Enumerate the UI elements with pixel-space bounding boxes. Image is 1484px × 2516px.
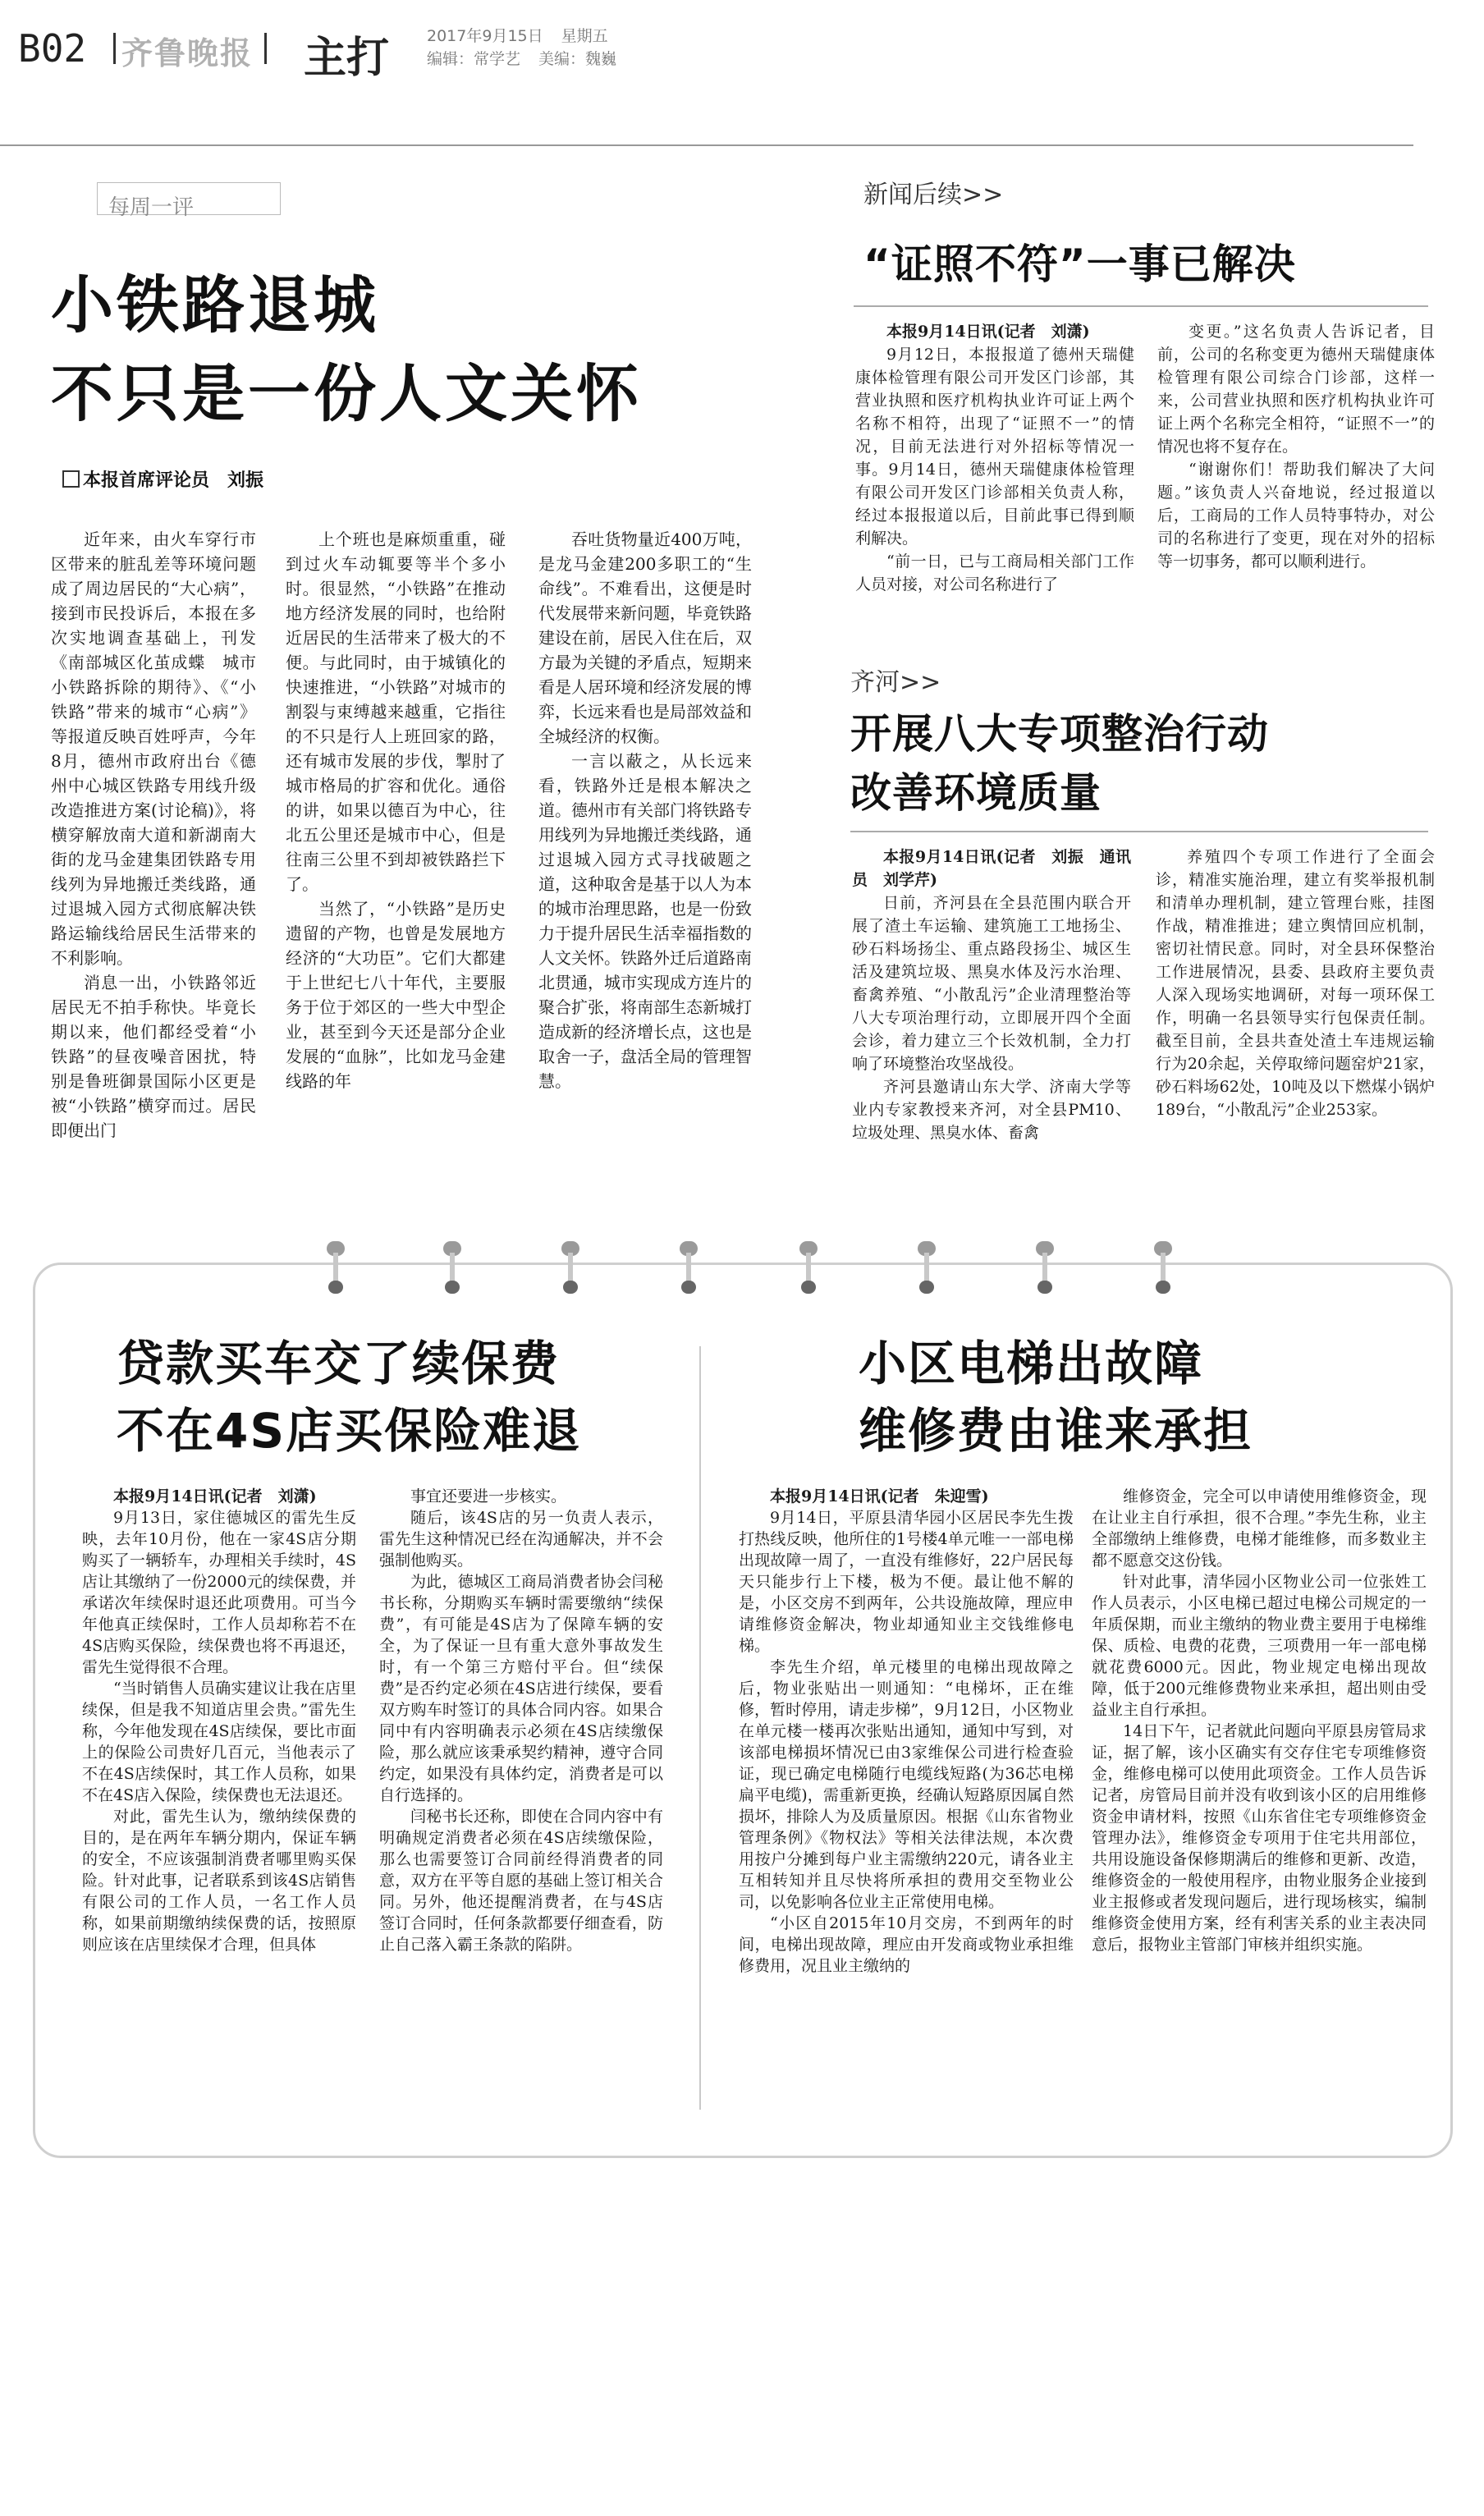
paragraph: 针对此事，清华园小区物业公司一位张姓工作人员表示，小区电梯已超过电梯公司规定的一年质保期，而业主缴纳的物业费主要用于电梯维保、质检、电费的花费，三项费用一年一部电梯就花费6000元。因此，物业规定电梯出现故障，低于200元维修费物业来承担，超出则由受益业主自行承担。 <box>1092 1573 1427 1719</box>
headline-line: 小铁路退城 <box>51 268 379 341</box>
paragraph: 维修资金，完全可以申请使用维修资金，现在让业主自行承担，很不合理。”李先生称，业主全部缴纳上维修费，电梯才能维修，而多数业主都不愿意交这份钱。 <box>1092 1487 1427 1570</box>
paragraph: 随后，该4S店的另一负责人表示，雷先生这种情况已经在沟通解决，并不会强制他购买。 <box>379 1509 663 1570</box>
paragraph: 近年来，由火车穿行市区带来的脏乱差等环境问题成了周边居民的“大心病”，接到市民投诉后，本报在多次实地调查基础上，刊发《南部城区化茧成蝶 城市小铁路拆除的期待》、《“小铁路”带来的城市“心病”》等报道反映百姓呼声，今年8月，德州市政府出台《德州中心城区铁路专用线升级改造推进方案(讨论稿)》，将横穿解放南大道和新湖南大街的龙马金建集团铁路专用线列为异地搬迁类线路，通过退城入园方式彻底解决铁路运输线给居民生活带来的不利影响。 <box>51 529 256 968</box>
square-icon <box>62 470 80 488</box>
binder-ring-icon <box>799 1241 818 1295</box>
paragraph: “谢谢你们！帮助我们解决了大问题。”该负责人兴奋地说，经过报道以后，工商局的工作人员特事特办，对公司的名称进行了变更，现在对外的招标等一切事务，都可以顺利进行。 <box>1157 461 1435 571</box>
headline-line: 贷款买车交了续保费 <box>117 1336 561 1391</box>
news1-rule <box>854 305 1428 307</box>
paragraph: 一言以蔽之，从长远来看，铁路外迁是根本解决之道。德州市有关部门将铁路专用线列为异地搬迁类线路，通过退城入园方式寻找破题之道，这种取舍是基于以人为本的城市治理思路，也是一份致力于提升居民生活幸福指数的人文关怀。铁路外迁后道路南北贯通，城市实现成方连片的聚合扩张，将南部生态新城打造成新的经济增长点，这也是取舍一子，盘活全局的管理智慧。 <box>538 751 752 1091</box>
news-lead: 本报9月14日讯(记者 刘潇) <box>113 1487 317 1505</box>
story4-column-2 <box>1092 1486 1427 1955</box>
story3-headline <box>117 1330 581 1464</box>
binder-ring-icon <box>327 1241 345 1295</box>
paragraph: 9月13日，家住德城区的雷先生反映，去年10月份，他在一家4S店分期购买了一辆轿车，办理相关手续时，4S店让其缴纳了一份2000元的续保费，并承诺次年续保时退还此项费用。可当今年他真正续保时，工作人员却称若不在4S店购买保险，续保费也将不再退还，雷先生觉得很不合理。 <box>82 1509 356 1676</box>
header-rule <box>0 144 1413 146</box>
news1-column-2 <box>1157 320 1435 573</box>
issue-weekday: 星期五 <box>561 27 608 45</box>
paragraph: 为此，德城区工商局消费者协会闫秘书长称，分期购买车辆时需要缴纳“续保费”，有可能是4S店为了保障车辆的安全，为了保证一旦有重大意外事故发生时，有一个第三方赔付平台。但“续保费”是否约定必须在4S店进行续保，要看双方购车时签订的具体合同内容。如果合同中有内容明确表示必须在4S店续缴保险，那么就应该秉承契约精神，遵守合同约定，如果没有具体约定，消费者是可以自行选择的。 <box>379 1573 663 1804</box>
paragraph: 齐河县邀请山东大学、济南大学等业内专家教授来齐河，对全县PM10、垃圾处理、黑臭水体、畜禽 <box>852 1078 1131 1142</box>
header-divider <box>264 33 267 64</box>
headline-line: 开展八大专项整治行动 <box>850 710 1269 758</box>
news2-headline <box>850 704 1269 823</box>
commentary-column-1 <box>51 527 256 1143</box>
headline-line: 不在4S店买保险难退 <box>117 1403 582 1459</box>
column-tag: 每周一评 <box>108 195 195 220</box>
news1-headline: “证照不符”一事已解决 <box>863 241 1296 288</box>
paragraph: 9月14日，平原县清华园小区居民李先生拨打热线反映，他所住的1号楼4单元唯一一部电梯出现故障一周了，一直没有维修好，22户居民每天只能步行上下楼，极为不便。最让他不解的是，小区交房不到两年，公共设施故障，理应申请维修资金解决，物业却通知业主交钱维修电梯。 <box>739 1509 1074 1655</box>
news1-column-1 <box>855 320 1134 596</box>
binder-ring-icon <box>1036 1241 1054 1295</box>
headline-line: 维修费由谁来承担 <box>859 1403 1253 1459</box>
commentary-column-2 <box>286 527 506 1093</box>
header-divider <box>113 33 116 64</box>
editor-credit: 编辑：常学艺 <box>427 50 521 68</box>
commentary-column-3 <box>538 527 752 1093</box>
news-lead: 本报9月14日讯(记者 刘潇) <box>886 323 1090 341</box>
paragraph: 吞吐货物量近400万吨，是龙马金建200多职工的“生命线”。不难看出，这便是时代发展带来新问题，毕竟铁路建设在前，居民入住在后，双方最为关键的矛盾点，短期来看是人居环境和经济发展的博弈，长远来看也是局部效益和全城经济的权衡。 <box>538 529 752 746</box>
paragraph: 消息一出，小铁路邻近居民无不拍手称快。毕竟长期以来，他们都经受着“小铁路”的昼夜噪音困扰，特别是鲁班御景国际小区更是被“小铁路”横穿而过。居民即便出门 <box>51 973 256 1140</box>
paragraph: 养殖四个专项工作进行了全面会诊，精准实施治理，建立有奖举报机制和清单办理机制，建立管理台账，挂图作战，精准推进；建立舆情回应机制，密切社情民意。同时，对全县环保整治工作进展情况，县委、县政府主要负责人深入现场实地调研，对每一项环保工作，明确一名县领导实行包保责任制。截至目前，全县共查处渣土车违规运输行为20余起，关停取缔问题窑炉21家，砂石料场62处，10吨及以下燃煤小锅炉189台，“小散乱污”企业253家。 <box>1156 848 1435 1119</box>
headline-line: 改善环境质量 <box>850 769 1102 817</box>
news1-kicker: 新闻后续>> <box>863 181 1004 209</box>
commentary-headline <box>51 261 642 438</box>
news-lead: 本报9月14日讯(记者 刘振 通讯员 刘学芹) <box>852 848 1131 889</box>
story3-column-1 <box>82 1486 356 1955</box>
story4-headline <box>859 1330 1253 1464</box>
paragraph: 事宜还要进一步核实。 <box>410 1487 567 1505</box>
binder-ring-icon <box>561 1241 579 1295</box>
paragraph: “当时销售人员确实建议让我在店里续保，但是我不知道店里会贵。”雷先生称，今年他发现在4S店续保，要比市面上的保险公司贵好几百元，当他表示了不在4S店续保时，其工作人员称，如果不在4S店入保险，续保费也无法退还。 <box>82 1680 356 1804</box>
story3-column-2 <box>379 1486 663 1955</box>
section-title: 主打 <box>304 33 390 83</box>
paragraph: 上个班也是麻烦重重，碰到过火车动辄要等半个多小时。很显然，“小铁路”在推动地方经济发展的同时，也给附近居民的生活带来了极大的不便。与此同时，由于城镇化的快速推进，“小铁路”对城市的割裂与束缚越来越重，它指往的不只是行人上班回家的路，还有城市发展的步伐，掣肘了城市格局的扩容和优化。通俗的讲，如果以德百为中心，往北五公里还是城市中心，但是往南三公里不到却被铁路拦下了。 <box>286 529 506 894</box>
binder-ring-icon <box>680 1241 698 1295</box>
paragraph: 9月12日，本报报道了德州天瑞健康体检管理有限公司开发区门诊部，其营业执照和医疗机构执业许可证上两个名称不相符，出现了“证照不一”的情况，目前无法进行对外招标等情况一事。9月14日，德州天瑞健康体检管理有限公司开发区门诊部相关负责人称，经过本报报道以后，目前此事已得到顺利解决。 <box>855 346 1134 548</box>
paragraph: “小区自2015年10月交房，不到两年的时间，电梯出现故障，理应由开发商或物业承担维修费用，况且业主缴纳的 <box>739 1914 1074 1975</box>
paragraph: 当然了，“小铁路”是历史遗留的产物，也曾是发展地方经济的“大功臣”。它们大都建于上世纪七八十年代，主要服务于位于郊区的一些大中型企业，甚至到今天还是部分企业发展的“血脉”，比如龙马金建线路的年 <box>286 899 506 1091</box>
story4-column-1 <box>739 1486 1074 1977</box>
designer-credit: 美编：魏巍 <box>538 50 617 68</box>
column-divider <box>699 1346 701 2110</box>
headline-line: 不只是一份人文关怀 <box>51 357 642 430</box>
paper-logo: 齐鲁晚报 <box>121 34 254 71</box>
news2-column-2 <box>1156 846 1435 1121</box>
page-number: B02 <box>18 26 87 71</box>
paragraph <box>852 846 1131 891</box>
paragraph <box>855 320 1134 343</box>
paragraph: 李先生介绍，单元楼里的电梯出现故障之后，物业张贴出一则通知：“电梯坏，正在维修，暂时停用，请走步梯”，9月12日，小区物业在单元楼一楼再次张贴出通知，通知中写到，对该部电梯损坏情况已由3家维保公司进行检查验证，现已确定电梯随行电缆线短路(为36芯电梯扁平电缆)，需重新更换，经确认短路原因属自然损坏，排除人为及质量原因。根据《山东省物业管理条例》《物权法》等相关法律法规，本次费用按户分摊到每户业主需缴纳220元，请各业主互相转知并且尽快将所承担的费用交至物业公司，以免影响各位业主正常使用电梯。 <box>739 1658 1074 1911</box>
issue-date: 2017年9月15日 <box>427 27 543 45</box>
paragraph: “前一日，已与工商局相关部门工作人员对接，对公司名称进行了 <box>855 552 1134 593</box>
binder-ring-icon <box>443 1241 461 1295</box>
byline-text: 本报首席评论员 刘振 <box>83 470 264 491</box>
paragraph: 闫秘书长还称，即使在合同内容中有明确规定消费者必须在4S店续缴保险，那么也需要签订合同前经得消费者的同意，双方在平等自愿的基础上签订相关合同。另外，他还提醒消费者，在与4S店签订合同时，任何条款都要仔细查看，防止自己落入霸王条款的陷阱。 <box>379 1808 663 1954</box>
binder-ring-icon <box>918 1241 936 1295</box>
binder-ring-icon <box>1154 1241 1172 1295</box>
paragraph: 对此，雷先生认为，缴纳续保费的目的，是在两年车辆分期内，保证车辆的安全，不应该强制消费者哪里购买保险。针对此事，记者联系到该4S店销售有限公司的工作人员，一名工作人员称，如果前期缴纳续保费的话，按照原则应该在店里续保才合理，但具体 <box>82 1808 356 1954</box>
commentary-byline <box>62 466 263 492</box>
news-lead: 本报9月14日讯(记者 朱迎雪) <box>770 1487 989 1505</box>
news2-rule <box>850 831 1428 832</box>
headline-line: 小区电梯出故障 <box>859 1336 1204 1391</box>
news2-kicker: 齐河>> <box>850 668 941 697</box>
paragraph: 日前，齐河县在全县范围内联合开展了渣土车运输、建筑施工工地扬尘、砂石料场扬尘、重点路段扬尘、城区生活及建筑垃圾、黑臭水体及污水治理、畜禽养殖、“小散乱污”企业清理整治等八大专项治理行动，立即展开四个全面会诊，着力建立三个长效机制，全力打响了环境整治攻坚战役。 <box>852 894 1131 1073</box>
paragraph: 14日下午，记者就此问题向平原县房管局求证，据了解，该小区确实有交存住宅专项维修资金，维修电梯可以使用此项资金。工作人员告诉记者，房管局目前并没有收到该小区的启用维修资金申请材料，按照《山东省住宅专项维修资金管理办法》，维修资金专项用于住宅共用部位，共用设施设备保修期满后的维修和更新、改造，维修资金的一般使用程序，由物业服务企业接到业主报修或者发现问题后，进行现场核实，编制维修资金使用方案，经有利害关系的业主表决同意后，报物业主管部门审核并组织实施。 <box>1092 1722 1427 1954</box>
paragraph <box>82 1486 356 1507</box>
paragraph <box>739 1486 1074 1507</box>
news2-column-1 <box>852 846 1131 1144</box>
header-meta <box>427 25 634 71</box>
paragraph: 变更。”这名负责人告诉记者，目前，公司的名称变更为德州天瑞健康体检管理有限公司综合门诊部，这样一来，公司营业执照和医疗机构执业许可证上两个名称完全相符，“证照不一”的情况也将不复存在。 <box>1157 323 1435 456</box>
